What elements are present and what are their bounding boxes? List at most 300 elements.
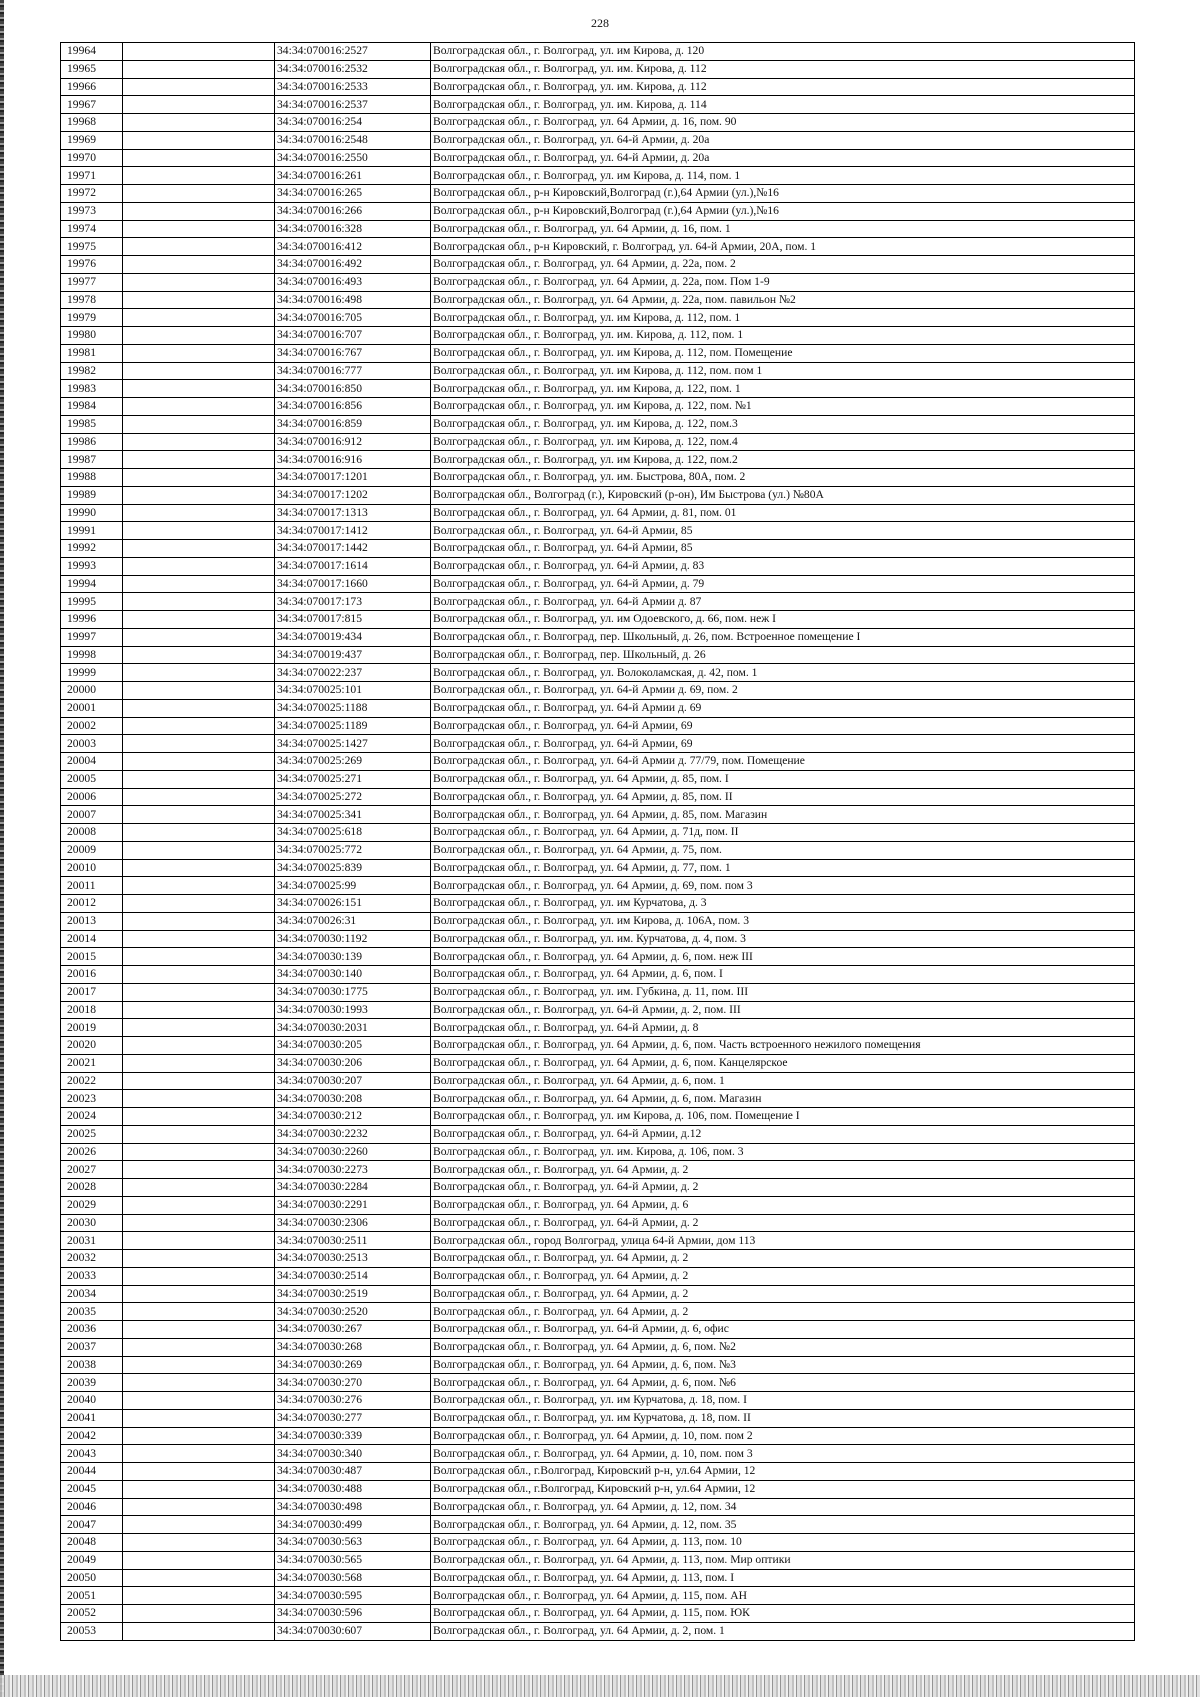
- blank-cell: [123, 220, 275, 238]
- address-cell: Волгоградская обл., г. Волгоград, ул. 64 Армии, д. 22а, пом. 2: [431, 256, 1135, 274]
- cadastral-number-cell: 34:34:070030:2232: [275, 1125, 431, 1143]
- address-cell: Волгоградская обл., г. Волгоград, ул. 64-й Армии, д. 83: [431, 557, 1135, 575]
- row-number-cell: 19976: [61, 256, 123, 274]
- blank-cell: [123, 114, 275, 132]
- cadastral-number-cell: 34:34:070030:565: [275, 1551, 431, 1569]
- blank-cell: [123, 167, 275, 185]
- blank-cell: [123, 1285, 275, 1303]
- row-number-cell: 20009: [61, 841, 123, 859]
- address-cell: Волгоградская обл., г.Волгоград, Кировский р-н, ул.64 Армии, 12: [431, 1463, 1135, 1481]
- blank-cell: [123, 1125, 275, 1143]
- blank-cell: [123, 1605, 275, 1623]
- address-cell: Волгоградская обл., г. Волгоград, ул. им Кирова, д. 122, пом.3: [431, 415, 1135, 433]
- blank-cell: [123, 930, 275, 948]
- row-number-cell: 20022: [61, 1072, 123, 1090]
- address-cell: Волгоградская обл., г. Волгоград, ул. 64 Армии, д. 6, пом. №3: [431, 1356, 1135, 1374]
- cadastral-number-cell: 34:34:070016:254: [275, 114, 431, 132]
- address-cell: Волгоградская обл., г. Волгоград, ул. 64 Армии, д. 10, пом. пом 2: [431, 1427, 1135, 1445]
- row-number-cell: 20032: [61, 1250, 123, 1268]
- table-row: [61, 557, 1135, 575]
- table-row: [61, 202, 1135, 220]
- row-number-cell: 20042: [61, 1427, 123, 1445]
- table-row: [61, 1054, 1135, 1072]
- address-cell: Волгоградская обл., г. Волгоград, ул. 64-й Армии д. 69: [431, 699, 1135, 717]
- cadastral-number-cell: 34:34:070025:341: [275, 806, 431, 824]
- table-row: [61, 1143, 1135, 1161]
- table-row: [61, 788, 1135, 806]
- table-row: [61, 664, 1135, 682]
- cadastral-number-cell: 34:34:070030:2260: [275, 1143, 431, 1161]
- table-row: [61, 1356, 1135, 1374]
- address-cell: Волгоградская обл., г. Волгоград, ул. 64-й Армии, д. 20а: [431, 149, 1135, 167]
- cadastral-number-cell: 34:34:070030:1993: [275, 1001, 431, 1019]
- blank-cell: [123, 1019, 275, 1037]
- blank-cell: [123, 806, 275, 824]
- table-row: [61, 149, 1135, 167]
- cadastral-number-cell: 34:34:070016:912: [275, 433, 431, 451]
- address-cell: Волгоградская обл., г. Волгоград, ул. 64 Армии, д. 6, пом. Магазин: [431, 1090, 1135, 1108]
- address-cell: Волгоградская обл., город Волгоград, улица 64-й Армии, дом 113: [431, 1232, 1135, 1250]
- blank-cell: [123, 1321, 275, 1339]
- row-number-cell: 19988: [61, 469, 123, 487]
- row-number-cell: 19996: [61, 611, 123, 629]
- address-cell: Волгоградская обл., г. Волгоград, ул. им. Кирова, д. 106, пом. 3: [431, 1143, 1135, 1161]
- table-row: [61, 451, 1135, 469]
- row-number-cell: 20035: [61, 1303, 123, 1321]
- blank-cell: [123, 646, 275, 664]
- row-number-cell: 19971: [61, 167, 123, 185]
- row-number-cell: 20020: [61, 1037, 123, 1055]
- cadastral-number-cell: 34:34:070016:2548: [275, 131, 431, 149]
- address-cell: Волгоградская обл., г. Волгоград, ул. им Курчатова, д. 3: [431, 895, 1135, 913]
- table-row: [61, 380, 1135, 398]
- table-row: [61, 96, 1135, 114]
- blank-cell: [123, 699, 275, 717]
- table-row: [61, 1090, 1135, 1108]
- address-cell: Волгоградская обл., г. Волгоград, ул. 64 Армии, д. 113, пом. Мир оптики: [431, 1551, 1135, 1569]
- address-cell: Волгоградская обл., г. Волгоград, ул. 64-й Армии, д.12: [431, 1125, 1135, 1143]
- cadastral-number-cell: 34:34:070016:2533: [275, 78, 431, 96]
- address-cell: Волгоградская обл., г. Волгоград, ул. им Кирова, д. 120: [431, 43, 1135, 61]
- address-cell: Волгоградская обл., г. Волгоград, ул. 64 Армии, д. 2: [431, 1285, 1135, 1303]
- table-row: [61, 1267, 1135, 1285]
- address-cell: Волгоградская обл., г. Волгоград, ул. им Кирова, д. 106, пом. Помещение I: [431, 1108, 1135, 1126]
- blank-cell: [123, 504, 275, 522]
- row-number-cell: 19965: [61, 60, 123, 78]
- cadastral-number-cell: 34:34:070022:237: [275, 664, 431, 682]
- table-row: [61, 912, 1135, 930]
- table-row: [61, 1551, 1135, 1569]
- blank-cell: [123, 983, 275, 1001]
- cadastral-number-cell: 34:34:070016:2537: [275, 96, 431, 114]
- row-number-cell: 20029: [61, 1196, 123, 1214]
- table-row: [61, 1179, 1135, 1197]
- address-cell: Волгоградская обл., г. Волгоград, ул. 64 Армии, д. 81, пом. 01: [431, 504, 1135, 522]
- blank-cell: [123, 309, 275, 327]
- blank-cell: [123, 1551, 275, 1569]
- table-row: [61, 1250, 1135, 1268]
- blank-cell: [123, 380, 275, 398]
- blank-cell: [123, 682, 275, 700]
- cadastral-number-cell: 34:34:070016:2532: [275, 60, 431, 78]
- table-row: [61, 1516, 1135, 1534]
- blank-cell: [123, 1267, 275, 1285]
- blank-cell: [123, 273, 275, 291]
- address-cell: Волгоградская обл., р-н Кировский, г. Волгоград, ул. 64-й Армии, 20А, пом. 1: [431, 238, 1135, 256]
- address-cell: Волгоградская обл., г. Волгоград, ул. 64 Армии, д. 69, пом. пом 3: [431, 877, 1135, 895]
- address-cell: Волгоградская обл., г. Волгоград, ул. 64 Армии, д. 22а, пом. Пом 1-9: [431, 273, 1135, 291]
- table-row: [61, 398, 1135, 416]
- address-cell: Волгоградская обл., г. Волгоград, пер. Школьный, д. 26, пом. Встроенное помещение I: [431, 628, 1135, 646]
- cadastral-number-cell: 34:34:070025:618: [275, 824, 431, 842]
- row-number-cell: 19981: [61, 344, 123, 362]
- row-number-cell: 19990: [61, 504, 123, 522]
- cadastral-number-cell: 34:34:070017:1412: [275, 522, 431, 540]
- cadastral-number-cell: 34:34:070030:339: [275, 1427, 431, 1445]
- table-row: [61, 1622, 1135, 1640]
- row-number-cell: 20023: [61, 1090, 123, 1108]
- blank-cell: [123, 753, 275, 771]
- blank-cell: [123, 1516, 275, 1534]
- address-cell: Волгоградская обл., г. Волгоград, ул. 64-й Армии, д. 8: [431, 1019, 1135, 1037]
- row-number-cell: 19992: [61, 540, 123, 558]
- row-number-cell: 19995: [61, 593, 123, 611]
- row-number-cell: 20013: [61, 912, 123, 930]
- row-number-cell: 19987: [61, 451, 123, 469]
- cadastral-number-cell: 34:34:070030:2519: [275, 1285, 431, 1303]
- address-cell: Волгоградская обл., г. Волгоград, ул. 64 Армии, д. 75, пом.: [431, 841, 1135, 859]
- table-row: [61, 1196, 1135, 1214]
- blank-cell: [123, 859, 275, 877]
- address-cell: Волгоградская обл., г. Волгоград, ул. 64 Армии, д. 115, пом. ЮК: [431, 1605, 1135, 1623]
- cadastral-number-cell: 34:34:070030:2513: [275, 1250, 431, 1268]
- table-row: [61, 540, 1135, 558]
- address-cell: Волгоградская обл., г. Волгоград, ул. 64-й Армии, д. 6, офис: [431, 1321, 1135, 1339]
- address-cell: Волгоградская обл., г. Волгоград, ул. 64-й Армии, д. 20а: [431, 131, 1135, 149]
- cadastral-number-cell: 34:34:070030:270: [275, 1374, 431, 1392]
- table-row: [61, 753, 1135, 771]
- blank-cell: [123, 327, 275, 345]
- row-number-cell: 20047: [61, 1516, 123, 1534]
- address-cell: Волгоградская обл., г. Волгоград, ул. им. Кирова, д. 114: [431, 96, 1135, 114]
- cadastral-number-cell: 34:34:070030:205: [275, 1037, 431, 1055]
- table-row: [61, 486, 1135, 504]
- cadastral-number-cell: 34:34:070016:916: [275, 451, 431, 469]
- row-number-cell: 19986: [61, 433, 123, 451]
- blank-cell: [123, 344, 275, 362]
- cadastral-number-cell: 34:34:070025:99: [275, 877, 431, 895]
- address-cell: Волгоградская обл., г. Волгоград, ул. им Кирова, д. 112, пом. Помещение: [431, 344, 1135, 362]
- blank-cell: [123, 824, 275, 842]
- row-number-cell: 19966: [61, 78, 123, 96]
- table-row: [61, 966, 1135, 984]
- cadastral-number-cell: 34:34:070017:1201: [275, 469, 431, 487]
- blank-cell: [123, 1463, 275, 1481]
- cadastral-number-cell: 34:34:070030:276: [275, 1392, 431, 1410]
- cadastral-number-cell: 34:34:070017:1614: [275, 557, 431, 575]
- blank-cell: [123, 948, 275, 966]
- cadastral-number-cell: 34:34:070030:139: [275, 948, 431, 966]
- cadastral-number-cell: 34:34:070030:1192: [275, 930, 431, 948]
- row-number-cell: 19973: [61, 202, 123, 220]
- row-number-cell: 20001: [61, 699, 123, 717]
- blank-cell: [123, 540, 275, 558]
- table-row: [61, 1392, 1135, 1410]
- table-row: [61, 824, 1135, 842]
- cadastral-number-cell: 34:34:070030:499: [275, 1516, 431, 1534]
- row-number-cell: 20036: [61, 1321, 123, 1339]
- table-row: [61, 1232, 1135, 1250]
- table-row: [61, 1605, 1135, 1623]
- cadastral-number-cell: 34:34:070030:607: [275, 1622, 431, 1640]
- cadastral-number-cell: 34:34:070016:777: [275, 362, 431, 380]
- address-cell: Волгоградская обл., г. Волгоград, ул. 64-й Армии, д. 2: [431, 1179, 1135, 1197]
- row-number-cell: 20044: [61, 1463, 123, 1481]
- table-row: [61, 238, 1135, 256]
- address-cell: Волгоградская обл., г. Волгоград, ул. 64 Армии, д. 2: [431, 1250, 1135, 1268]
- row-number-cell: 19985: [61, 415, 123, 433]
- blank-cell: [123, 362, 275, 380]
- row-number-cell: 20050: [61, 1569, 123, 1587]
- address-cell: Волгоградская обл., г. Волгоград, ул. 64 Армии, д. 22а, пом. павильон №2: [431, 291, 1135, 309]
- blank-cell: [123, 1374, 275, 1392]
- blank-cell: [123, 557, 275, 575]
- address-cell: Волгоградская обл., г. Волгоград, ул. 64-й Армии, 69: [431, 717, 1135, 735]
- address-cell: Волгоградская обл., г. Волгоград, ул. им Кирова, д. 122, пом. №1: [431, 398, 1135, 416]
- table-row: [61, 877, 1135, 895]
- row-number-cell: 20027: [61, 1161, 123, 1179]
- address-cell: Волгоградская обл., г. Волгоград, ул. 64 Армии, д. 113, пом. I: [431, 1569, 1135, 1587]
- table-row: [61, 1072, 1135, 1090]
- blank-cell: [123, 78, 275, 96]
- row-number-cell: 19980: [61, 327, 123, 345]
- row-number-cell: 20011: [61, 877, 123, 895]
- address-cell: Волгоградская обл., г. Волгоград, ул. 64 Армии, д. 6, пом. №6: [431, 1374, 1135, 1392]
- row-number-cell: 20039: [61, 1374, 123, 1392]
- blank-cell: [123, 1054, 275, 1072]
- address-cell: Волгоградская обл., г. Волгоград, ул. им. Кирова, д. 112: [431, 78, 1135, 96]
- address-cell: Волгоградская обл., г. Волгоград, ул. им Одоевского, д. 66, пом. неж I: [431, 611, 1135, 629]
- row-number-cell: 20007: [61, 806, 123, 824]
- cadastral-number-cell: 34:34:070030:340: [275, 1445, 431, 1463]
- row-number-cell: 20043: [61, 1445, 123, 1463]
- address-cell: Волгоградская обл., г. Волгоград, ул. 64 Армии, д. 85, пом. II: [431, 788, 1135, 806]
- cadastral-number-cell: 34:34:070030:2031: [275, 1019, 431, 1037]
- row-number-cell: 20010: [61, 859, 123, 877]
- row-number-cell: 20021: [61, 1054, 123, 1072]
- blank-cell: [123, 1409, 275, 1427]
- address-cell: Волгоградская обл., г. Волгоград, ул. 64 Армии, д. 77, пом. 1: [431, 859, 1135, 877]
- row-number-cell: 19968: [61, 114, 123, 132]
- cadastral-number-cell: 34:34:070016:859: [275, 415, 431, 433]
- table-row: [61, 291, 1135, 309]
- address-cell: Волгоградская обл., г. Волгоград, ул. 64 Армии, д. 6: [431, 1196, 1135, 1214]
- blank-cell: [123, 1250, 275, 1268]
- blank-cell: [123, 1480, 275, 1498]
- cadastral-number-cell: 34:34:070025:101: [275, 682, 431, 700]
- blank-cell: [123, 291, 275, 309]
- table-row: [61, 1427, 1135, 1445]
- cadastral-number-cell: 34:34:070019:434: [275, 628, 431, 646]
- address-cell: Волгоградская обл., р-н Кировский,Волгоград (г.),64 Армии (ул.),№16: [431, 185, 1135, 203]
- table-row: [61, 1161, 1135, 1179]
- blank-cell: [123, 735, 275, 753]
- blank-cell: [123, 593, 275, 611]
- address-cell: Волгоградская обл., г. Волгоград, ул. 64 Армии, д. 6, пом. Канцелярское: [431, 1054, 1135, 1072]
- blank-cell: [123, 1090, 275, 1108]
- table-row: [61, 806, 1135, 824]
- table-row: [61, 344, 1135, 362]
- cadastral-number-cell: 34:34:070017:1442: [275, 540, 431, 558]
- address-cell: Волгоградская обл., г. Волгоград, ул. 64-й Армии, 69: [431, 735, 1135, 753]
- address-cell: Волгоградская обл., г. Волгоград, ул. 64 Армии, д. 10, пом. пом 3: [431, 1445, 1135, 1463]
- address-cell: Волгоградская обл., г. Волгоград, ул. им. Кирова, д. 112, пом. 1: [431, 327, 1135, 345]
- table-row: [61, 1001, 1135, 1019]
- row-number-cell: 19991: [61, 522, 123, 540]
- blank-cell: [123, 1622, 275, 1640]
- table-row: [61, 433, 1135, 451]
- address-cell: Волгоградская обл., г. Волгоград, ул. им Кирова, д. 112, пом. 1: [431, 309, 1135, 327]
- address-cell: Волгоградская обл., г. Волгоград, ул. 64 Армии, д. 115, пом. АН: [431, 1587, 1135, 1605]
- table-row: [61, 717, 1135, 735]
- row-number-cell: 19972: [61, 185, 123, 203]
- table-row: [61, 1480, 1135, 1498]
- blank-cell: [123, 1534, 275, 1552]
- cadastral-number-cell: 34:34:070030:267: [275, 1321, 431, 1339]
- registry-body: [61, 43, 1135, 1641]
- cadastral-number-cell: 34:34:070019:437: [275, 646, 431, 664]
- table-row: [61, 646, 1135, 664]
- cadastral-number-cell: 34:34:070016:850: [275, 380, 431, 398]
- table-row: [61, 859, 1135, 877]
- cadastral-number-cell: 34:34:070017:1202: [275, 486, 431, 504]
- address-cell: Волгоградская обл., г. Волгоград, ул. 64 Армии, д. 113, пом. 10: [431, 1534, 1135, 1552]
- row-number-cell: 19982: [61, 362, 123, 380]
- address-cell: Волгоградская обл., г. Волгоград, ул. 64-й Армии, д. 2, пом. III: [431, 1001, 1135, 1019]
- row-number-cell: 20017: [61, 983, 123, 1001]
- blank-cell: [123, 1161, 275, 1179]
- blank-cell: [123, 522, 275, 540]
- cadastral-number-cell: 34:34:070025:1188: [275, 699, 431, 717]
- table-row: [61, 575, 1135, 593]
- cadastral-number-cell: 34:34:070030:488: [275, 1480, 431, 1498]
- cadastral-number-cell: 34:34:070030:2511: [275, 1232, 431, 1250]
- table-row: [61, 60, 1135, 78]
- blank-cell: [123, 841, 275, 859]
- blank-cell: [123, 877, 275, 895]
- blank-cell: [123, 469, 275, 487]
- cadastral-number-cell: 34:34:070026:151: [275, 895, 431, 913]
- table-row: [61, 1569, 1135, 1587]
- blank-cell: [123, 1179, 275, 1197]
- table-row: [61, 415, 1135, 433]
- address-cell: Волгоградская обл., г. Волгоград, ул. им Кирова, д. 122, пом.4: [431, 433, 1135, 451]
- address-cell: Волгоградская обл., г. Волгоград, ул. им. Курчатова, д. 4, пом. 3: [431, 930, 1135, 948]
- cadastral-number-cell: 34:34:070026:31: [275, 912, 431, 930]
- cadastral-number-cell: 34:34:070030:206: [275, 1054, 431, 1072]
- table-row: [61, 1498, 1135, 1516]
- cadastral-number-cell: 34:34:070030:2514: [275, 1267, 431, 1285]
- address-cell: Волгоградская обл., г. Волгоград, ул. 64 Армии, д. 6, пом. неж III: [431, 948, 1135, 966]
- blank-cell: [123, 1569, 275, 1587]
- blank-cell: [123, 575, 275, 593]
- blank-cell: [123, 895, 275, 913]
- page-number: 228: [591, 16, 609, 30]
- table-row: [61, 1534, 1135, 1552]
- address-cell: Волгоградская обл., г. Волгоград, ул. 64 Армии, д. 6, пом. №2: [431, 1338, 1135, 1356]
- blank-cell: [123, 1445, 275, 1463]
- table-row: [61, 1374, 1135, 1392]
- blank-cell: [123, 770, 275, 788]
- blank-cell: [123, 1498, 275, 1516]
- row-number-cell: 19989: [61, 486, 123, 504]
- row-number-cell: 20031: [61, 1232, 123, 1250]
- cadastral-number-cell: 34:34:070016:492: [275, 256, 431, 274]
- table-row: [61, 1587, 1135, 1605]
- table-row: [61, 167, 1135, 185]
- row-number-cell: 20000: [61, 682, 123, 700]
- table-row: [61, 1338, 1135, 1356]
- cadastral-number-cell: 34:34:070016:767: [275, 344, 431, 362]
- blank-cell: [123, 1108, 275, 1126]
- scan-left-edge: [0, 0, 4, 1697]
- cadastral-number-cell: 34:34:070016:707: [275, 327, 431, 345]
- row-number-cell: 20048: [61, 1534, 123, 1552]
- address-cell: Волгоградская обл., г. Волгоград, ул. 64 Армии, д. 85, пом. Магазин: [431, 806, 1135, 824]
- row-number-cell: 20004: [61, 753, 123, 771]
- table-row: [61, 735, 1135, 753]
- row-number-cell: 20003: [61, 735, 123, 753]
- blank-cell: [123, 202, 275, 220]
- table-row: [61, 1125, 1135, 1143]
- address-cell: Волгоградская обл., г. Волгоград, ул. 64 Армии, д. 71д, пом. II: [431, 824, 1135, 842]
- address-cell: Волгоградская обл., г. Волгоград, ул. 64 Армии, д. 2: [431, 1267, 1135, 1285]
- cadastral-number-cell: 34:34:070030:269: [275, 1356, 431, 1374]
- row-number-cell: 20037: [61, 1338, 123, 1356]
- row-number-cell: 19979: [61, 309, 123, 327]
- blank-cell: [123, 131, 275, 149]
- blank-cell: [123, 1001, 275, 1019]
- cadastral-number-cell: 34:34:070025:1189: [275, 717, 431, 735]
- address-cell: Волгоградская обл., г. Волгоград, ул. 64 Армии, д. 85, пом. I: [431, 770, 1135, 788]
- table-row: [61, 1285, 1135, 1303]
- blank-cell: [123, 96, 275, 114]
- cadastral-number-cell: 34:34:070030:2306: [275, 1214, 431, 1232]
- address-cell: Волгоградская обл., г. Волгоград, ул. им Кирова, д. 106А, пом. 3: [431, 912, 1135, 930]
- address-cell: Волгоградская обл., г. Волгоград, ул. им Кирова, д. 114, пом. 1: [431, 167, 1135, 185]
- table-row: [61, 1108, 1135, 1126]
- address-cell: Волгоградская обл., г. Волгоград, ул. им Курчатова, д. 18, пом. I: [431, 1392, 1135, 1410]
- address-cell: Волгоградская обл., г. Волгоград, ул. 64 Армии, д. 6, пом. I: [431, 966, 1135, 984]
- row-number-cell: 19975: [61, 238, 123, 256]
- row-number-cell: 20008: [61, 824, 123, 842]
- row-number-cell: 19977: [61, 273, 123, 291]
- address-cell: Волгоградская обл., г. Волгоград, пер. Школьный, д. 26: [431, 646, 1135, 664]
- row-number-cell: 20052: [61, 1605, 123, 1623]
- blank-cell: [123, 185, 275, 203]
- cadastral-number-cell: 34:34:070030:2273: [275, 1161, 431, 1179]
- table-row: [61, 699, 1135, 717]
- cadastral-number-cell: 34:34:070016:498: [275, 291, 431, 309]
- blank-cell: [123, 788, 275, 806]
- row-number-cell: 19970: [61, 149, 123, 167]
- table-row: [61, 273, 1135, 291]
- table-row: [61, 930, 1135, 948]
- cadastral-number-cell: 34:34:070016:493: [275, 273, 431, 291]
- row-number-cell: 20045: [61, 1480, 123, 1498]
- cadastral-number-cell: 34:34:070030:596: [275, 1605, 431, 1623]
- row-number-cell: 20026: [61, 1143, 123, 1161]
